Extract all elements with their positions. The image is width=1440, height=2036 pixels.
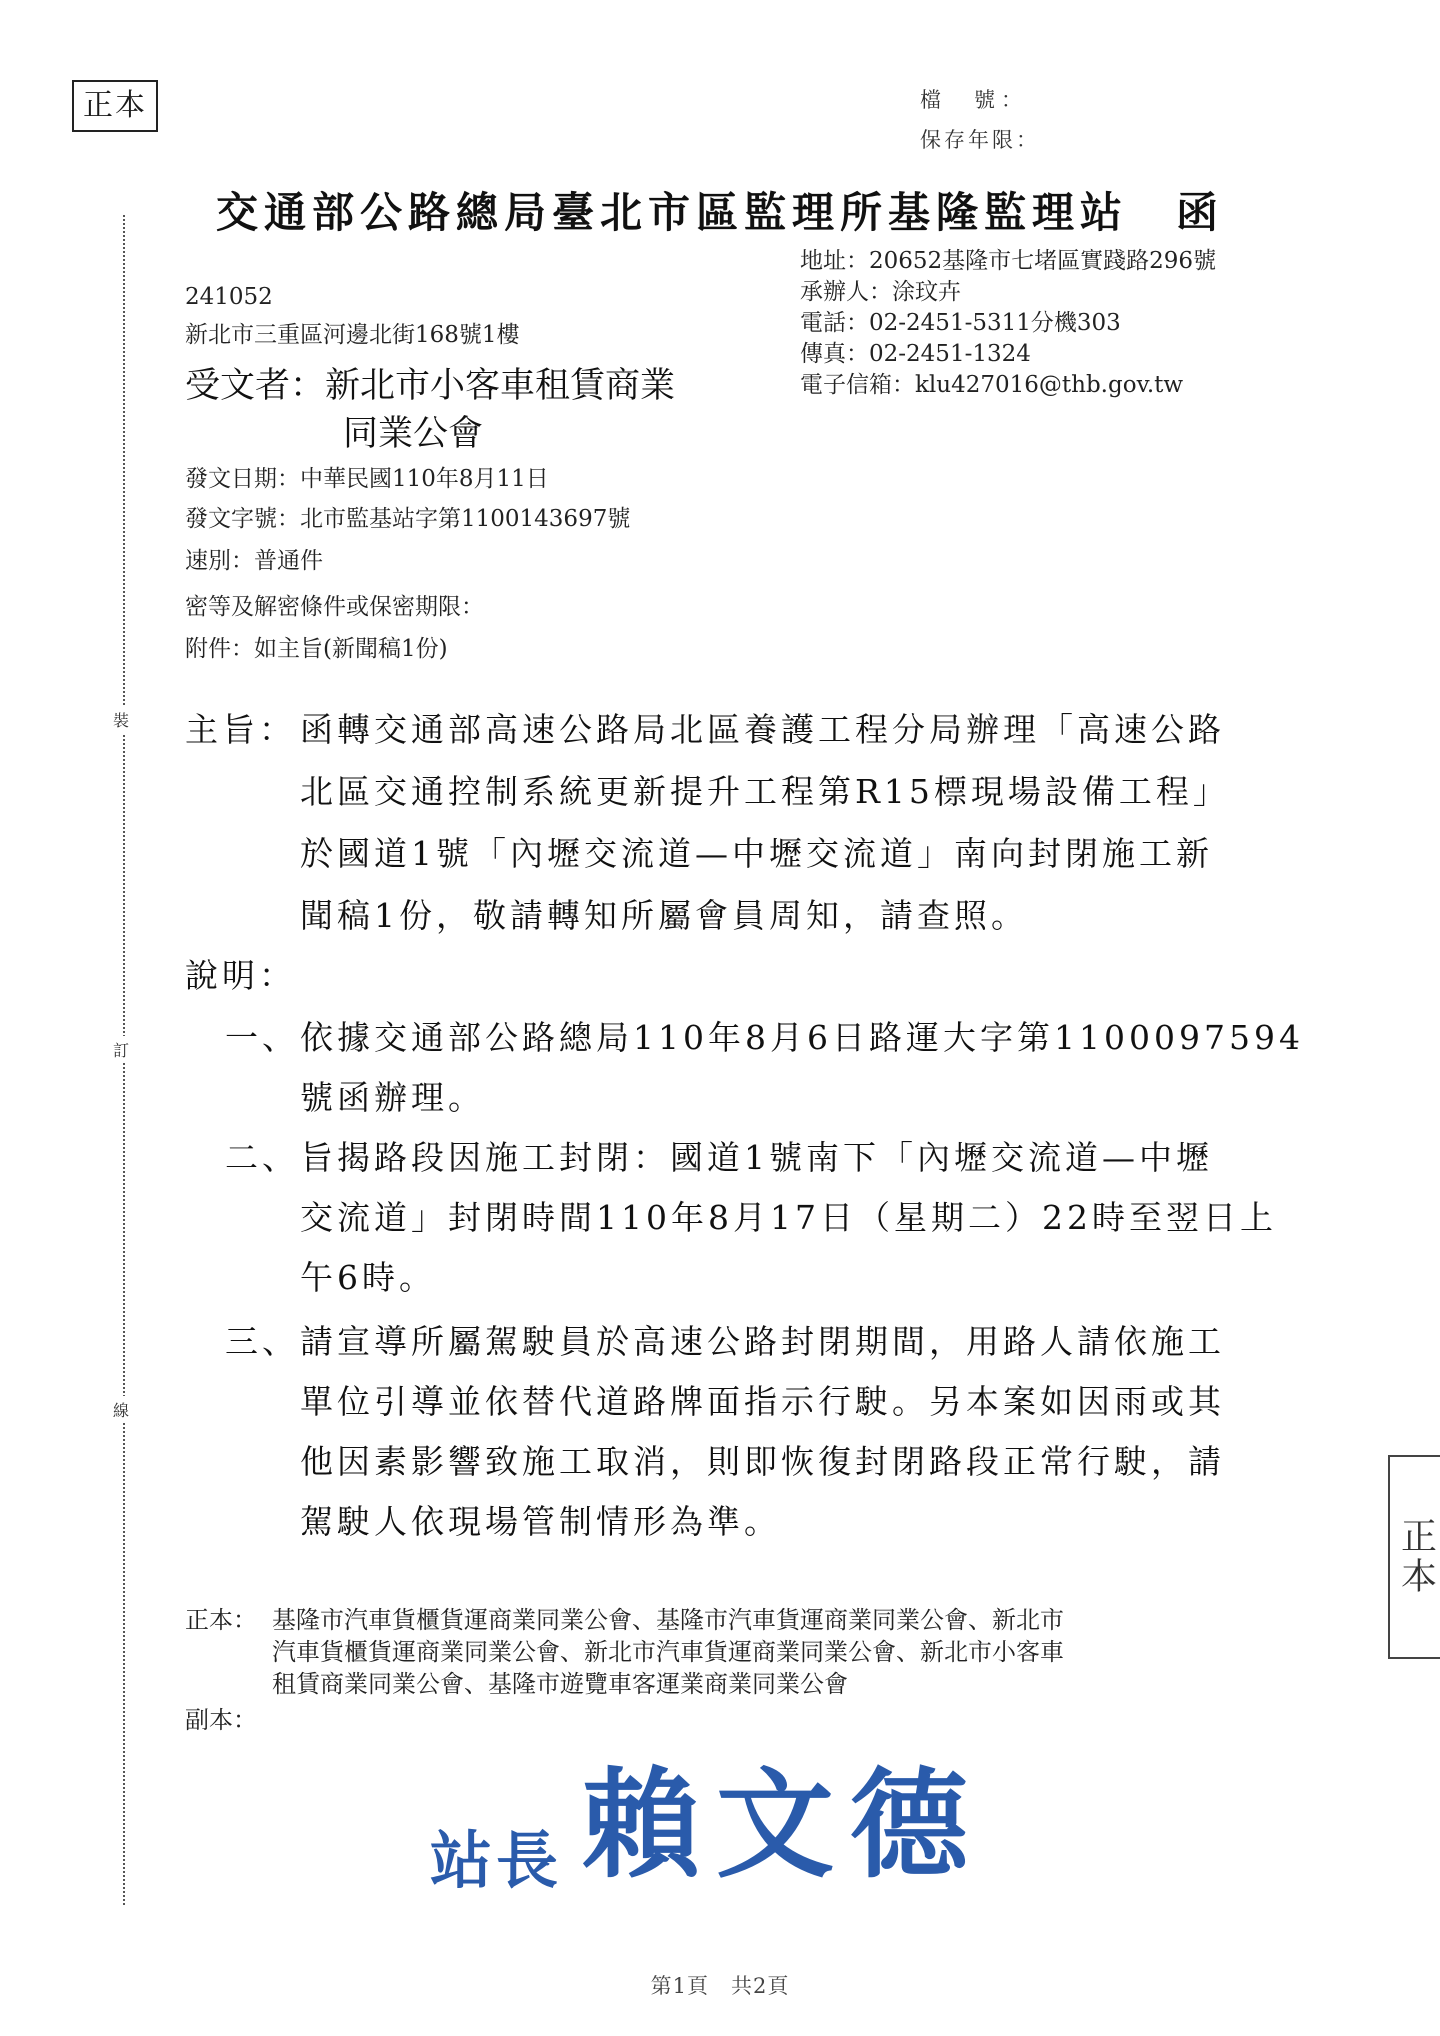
explanation-item-number: 三、 [225, 1322, 299, 1361]
signature-stamp [430, 1730, 984, 1900]
subject-line: 北區交通控制系統更新提升工程第R15標現場設備工程」 [300, 772, 1230, 811]
issue-date: 發文日期：中華民國110年8月11日 [185, 466, 549, 492]
explanation-item-number: 二、 [225, 1138, 299, 1177]
explanation-item-line: 旨揭路段因施工封閉：國道1號南下「內壢交流道—中壢 [300, 1138, 1213, 1177]
binding-mark-zhuang: 裝 [113, 706, 129, 733]
explanation-item-line: 號函辦理。 [300, 1078, 485, 1117]
subject-line: 於國道1號「內壢交流道—中壢交流道」南向封閉施工新 [300, 834, 1213, 873]
copy-recipients-label: 副本： [185, 1706, 257, 1734]
subject-label: 主旨： [185, 710, 296, 749]
original-recipients-label: 正本： [185, 1606, 257, 1634]
issue-number: 發文字號：北市監基站字第1100143697號 [185, 506, 631, 532]
explanation-item-line: 午6時。 [300, 1258, 436, 1297]
contact-handler: 承辦人：涂玟卉 [800, 279, 961, 305]
explanation-item-line: 駕駛人依現場管制情形為準。 [300, 1502, 781, 1541]
explanation-item-line: 單位引導並依替代道路牌面指示行駛。另本案如因雨或其 [300, 1382, 1225, 1421]
original-recipients-line: 租賃商業同業公會、基隆市遊覽車客運業商業同業公會 [272, 1670, 848, 1698]
recipient-address: 新北市三重區河邊北街168號1樓 [185, 322, 520, 348]
contact-fax: 傳真：02-2451-1324 [800, 341, 1031, 367]
original-copy-stamp: 正本 [72, 80, 158, 132]
explanation-item-line: 交流道」封閉時間110年8月17日（星期二）22時至翌日上 [300, 1198, 1277, 1237]
subject-line: 聞稿1份，敬請轉知所屬會員周知，請查照。 [300, 896, 1028, 935]
contact-address: 地址：20652基隆市七堵區實踐路296號 [800, 248, 1217, 274]
archive-number-label: 檔 號： [920, 88, 1028, 112]
original-recipients-line: 汽車貨櫃貨運商業同業公會、新北市汽車貨運商業同業公會、新北市小客車 [272, 1638, 1064, 1666]
binding-mark-xian: 線 [113, 1396, 129, 1423]
original-recipients-line: 基隆市汽車貨櫃貨運商業同業公會、基隆市汽車貨運商業同業公會、新北市 [272, 1606, 1064, 1634]
signature-name: 賴文德 [582, 1755, 985, 1894]
explanation-item-number: 一、 [225, 1018, 299, 1057]
retention-period-label: 保存年限： [920, 128, 1040, 152]
explanation-item-line: 請宣導所屬駕駛員於高速公路封閉期間，用路人請依施工 [300, 1322, 1225, 1361]
explanation-item-line: 他因素影響致施工取消，則即恢復封閉路段正常行駛，請 [300, 1442, 1225, 1481]
contact-email: 電子信箱：klu427016@thb.gov.tw [800, 372, 1184, 398]
explanation-item-line: 依據交通部公路總局110年8月6日路運大字第1100097594 [300, 1018, 1304, 1057]
recipient-name: 受文者：新北市小客車租賃商業 [185, 366, 676, 406]
delivery-speed: 速別：普通件 [185, 548, 323, 574]
recipient-postal-code: 241052 [185, 284, 273, 310]
contact-phone: 電話：02-2451-5311分機303 [800, 310, 1121, 336]
secrecy-level: 密等及解密條件或保密期限： [185, 594, 484, 620]
document-title: 交通部公路總局臺北市區監理所基隆監理站 函 [215, 188, 1224, 237]
page-number: 第1頁 共2頁 [650, 1974, 790, 1998]
binding-mark-ding: 訂 [113, 1036, 129, 1063]
signature-title: 站長 [430, 1824, 563, 1897]
subject-line: 函轉交通部高速公路局北區養護工程分局辦理「高速公路 [300, 710, 1225, 749]
edge-copy-stamp: 正本 [1388, 1455, 1440, 1659]
explanation-label: 說明： [185, 956, 296, 995]
attachment: 附件：如主旨(新聞稿1份) [185, 636, 448, 662]
recipient-name-continued: 同業公會 [343, 414, 484, 454]
